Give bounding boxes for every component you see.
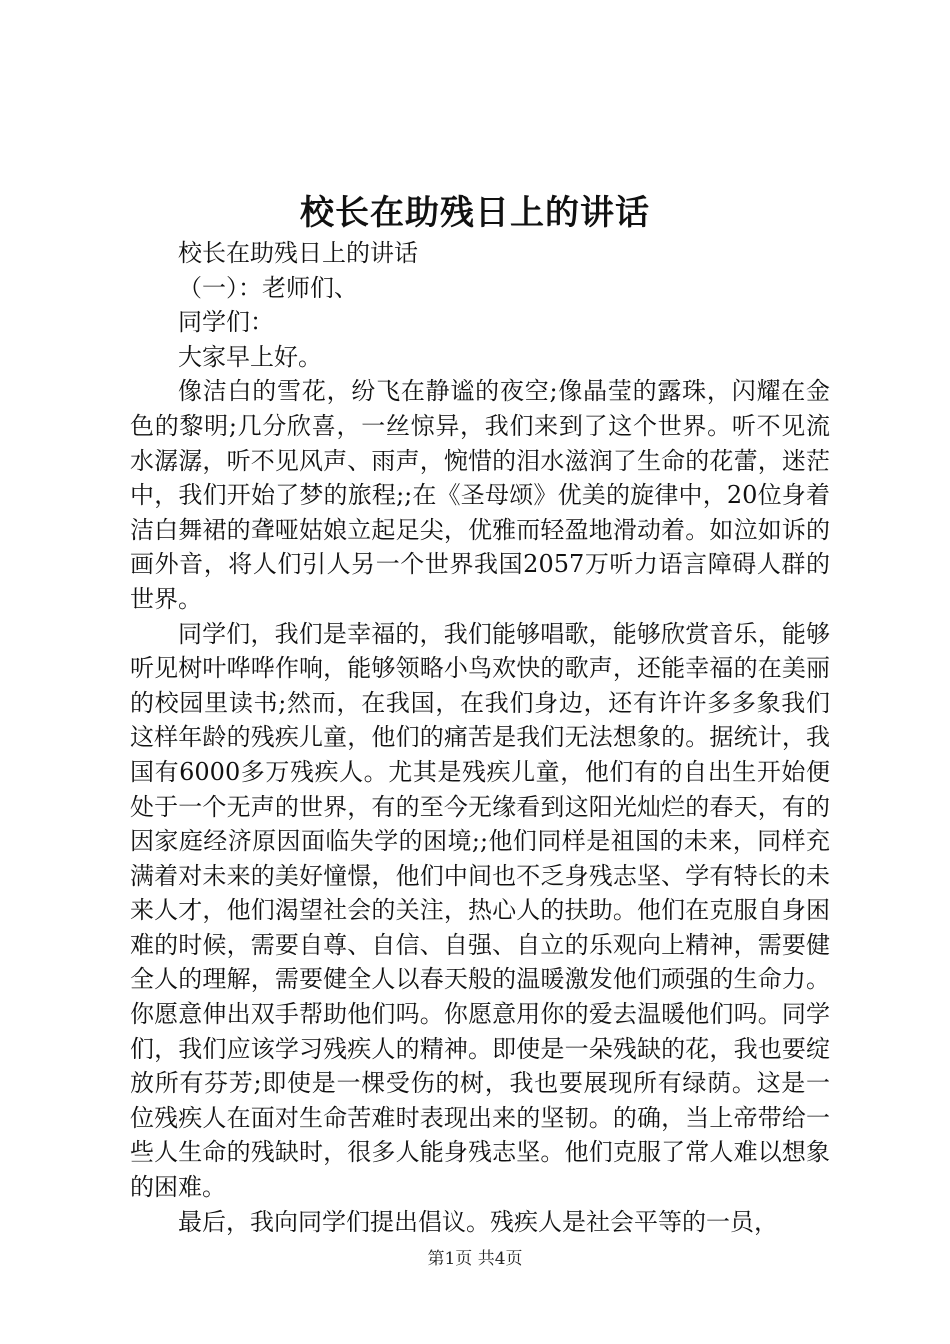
paragraph-greeting: 大家早上好。 [178,342,322,371]
paragraph-subtitle: 校长在助残日上的讲话 [178,239,418,267]
paragraph-salutation-students: 同学们： [178,308,274,337]
page-number-footer: 第1页 共4页 [427,1249,523,1269]
paragraph-body: 同学们，我们是幸福的，我们能够唱歌，能够欣赏音乐，能够听见树叶哗哗作响，能够领略小鸟欢快的歌声，还能幸福的在美丽的校园里读书;然而，在我国，在我们身边，还有许许多多象我们这样年龄的残疾儿童，他们的痛苦是我们无法想象的。据统计，我国有6000多万残疾人。尤其是残疾儿童，他们有的自出生开始便处于一个无声的世界，有的至今无缘看到这阳光灿烂的春天，有的因家庭经济原因面临失学的困境;;他们同样是祖国的未来，同样充满着对未来的美好憧憬，他们中间也不乏身残志坚、学有特长的未来人才，他们渴望社会的关注，热心人的扶助。他们在克服自身困难的时候，需要自尊、自信、自强、自立的乐观向上精神，需要健全人的理解，需要健全人以春天般的温暖激发他们顽强的生命力。你愿意伸出双手帮助他们吗。你愿意用你的爱去温暖他们吗。同学们，我们应该学习残疾人的精神。即使是一朵残缺的花，我也要绽放所有芬芳;即使是一棵受伤的树，我也要展现所有绿荫。这是一位残疾人在面对生命苦难时表现出来的坚韧。的确，当上帝带给一些人生命的残缺时，很多人能身残志坚。他们克服了常人难以想象的困难。 [130,619,830,1202]
document-title: 校长在助残日上的讲话 [300,193,650,233]
document-body [130,236,830,1239]
paragraph-salutation-teachers: （一）：老师们、 [178,273,358,302]
paragraph-body: 像洁白的雪花，纷飞在静谧的夜空;像晶莹的露珠，闪耀在金色的黎明;几分欣喜，一丝惊异，我们来到了这个世界。听不见流水潺潺，听不见风声、雨声，惋惜的泪水滋润了生命的花蕾，迷茫中，我们开始了梦的旅程;;在《圣母颂》优美的旋律中，20位身着洁白舞裙的聋哑姑娘立起足尖，优雅而轻盈地滑动着。如泣如诉的画外音，将人们引人另一个世界我国2057万听力语言障碍人群的世界。 [130,377,830,613]
paragraph-body: 最后，我向同学们提出倡议。残疾人是社会平等的一员， [178,1207,778,1236]
